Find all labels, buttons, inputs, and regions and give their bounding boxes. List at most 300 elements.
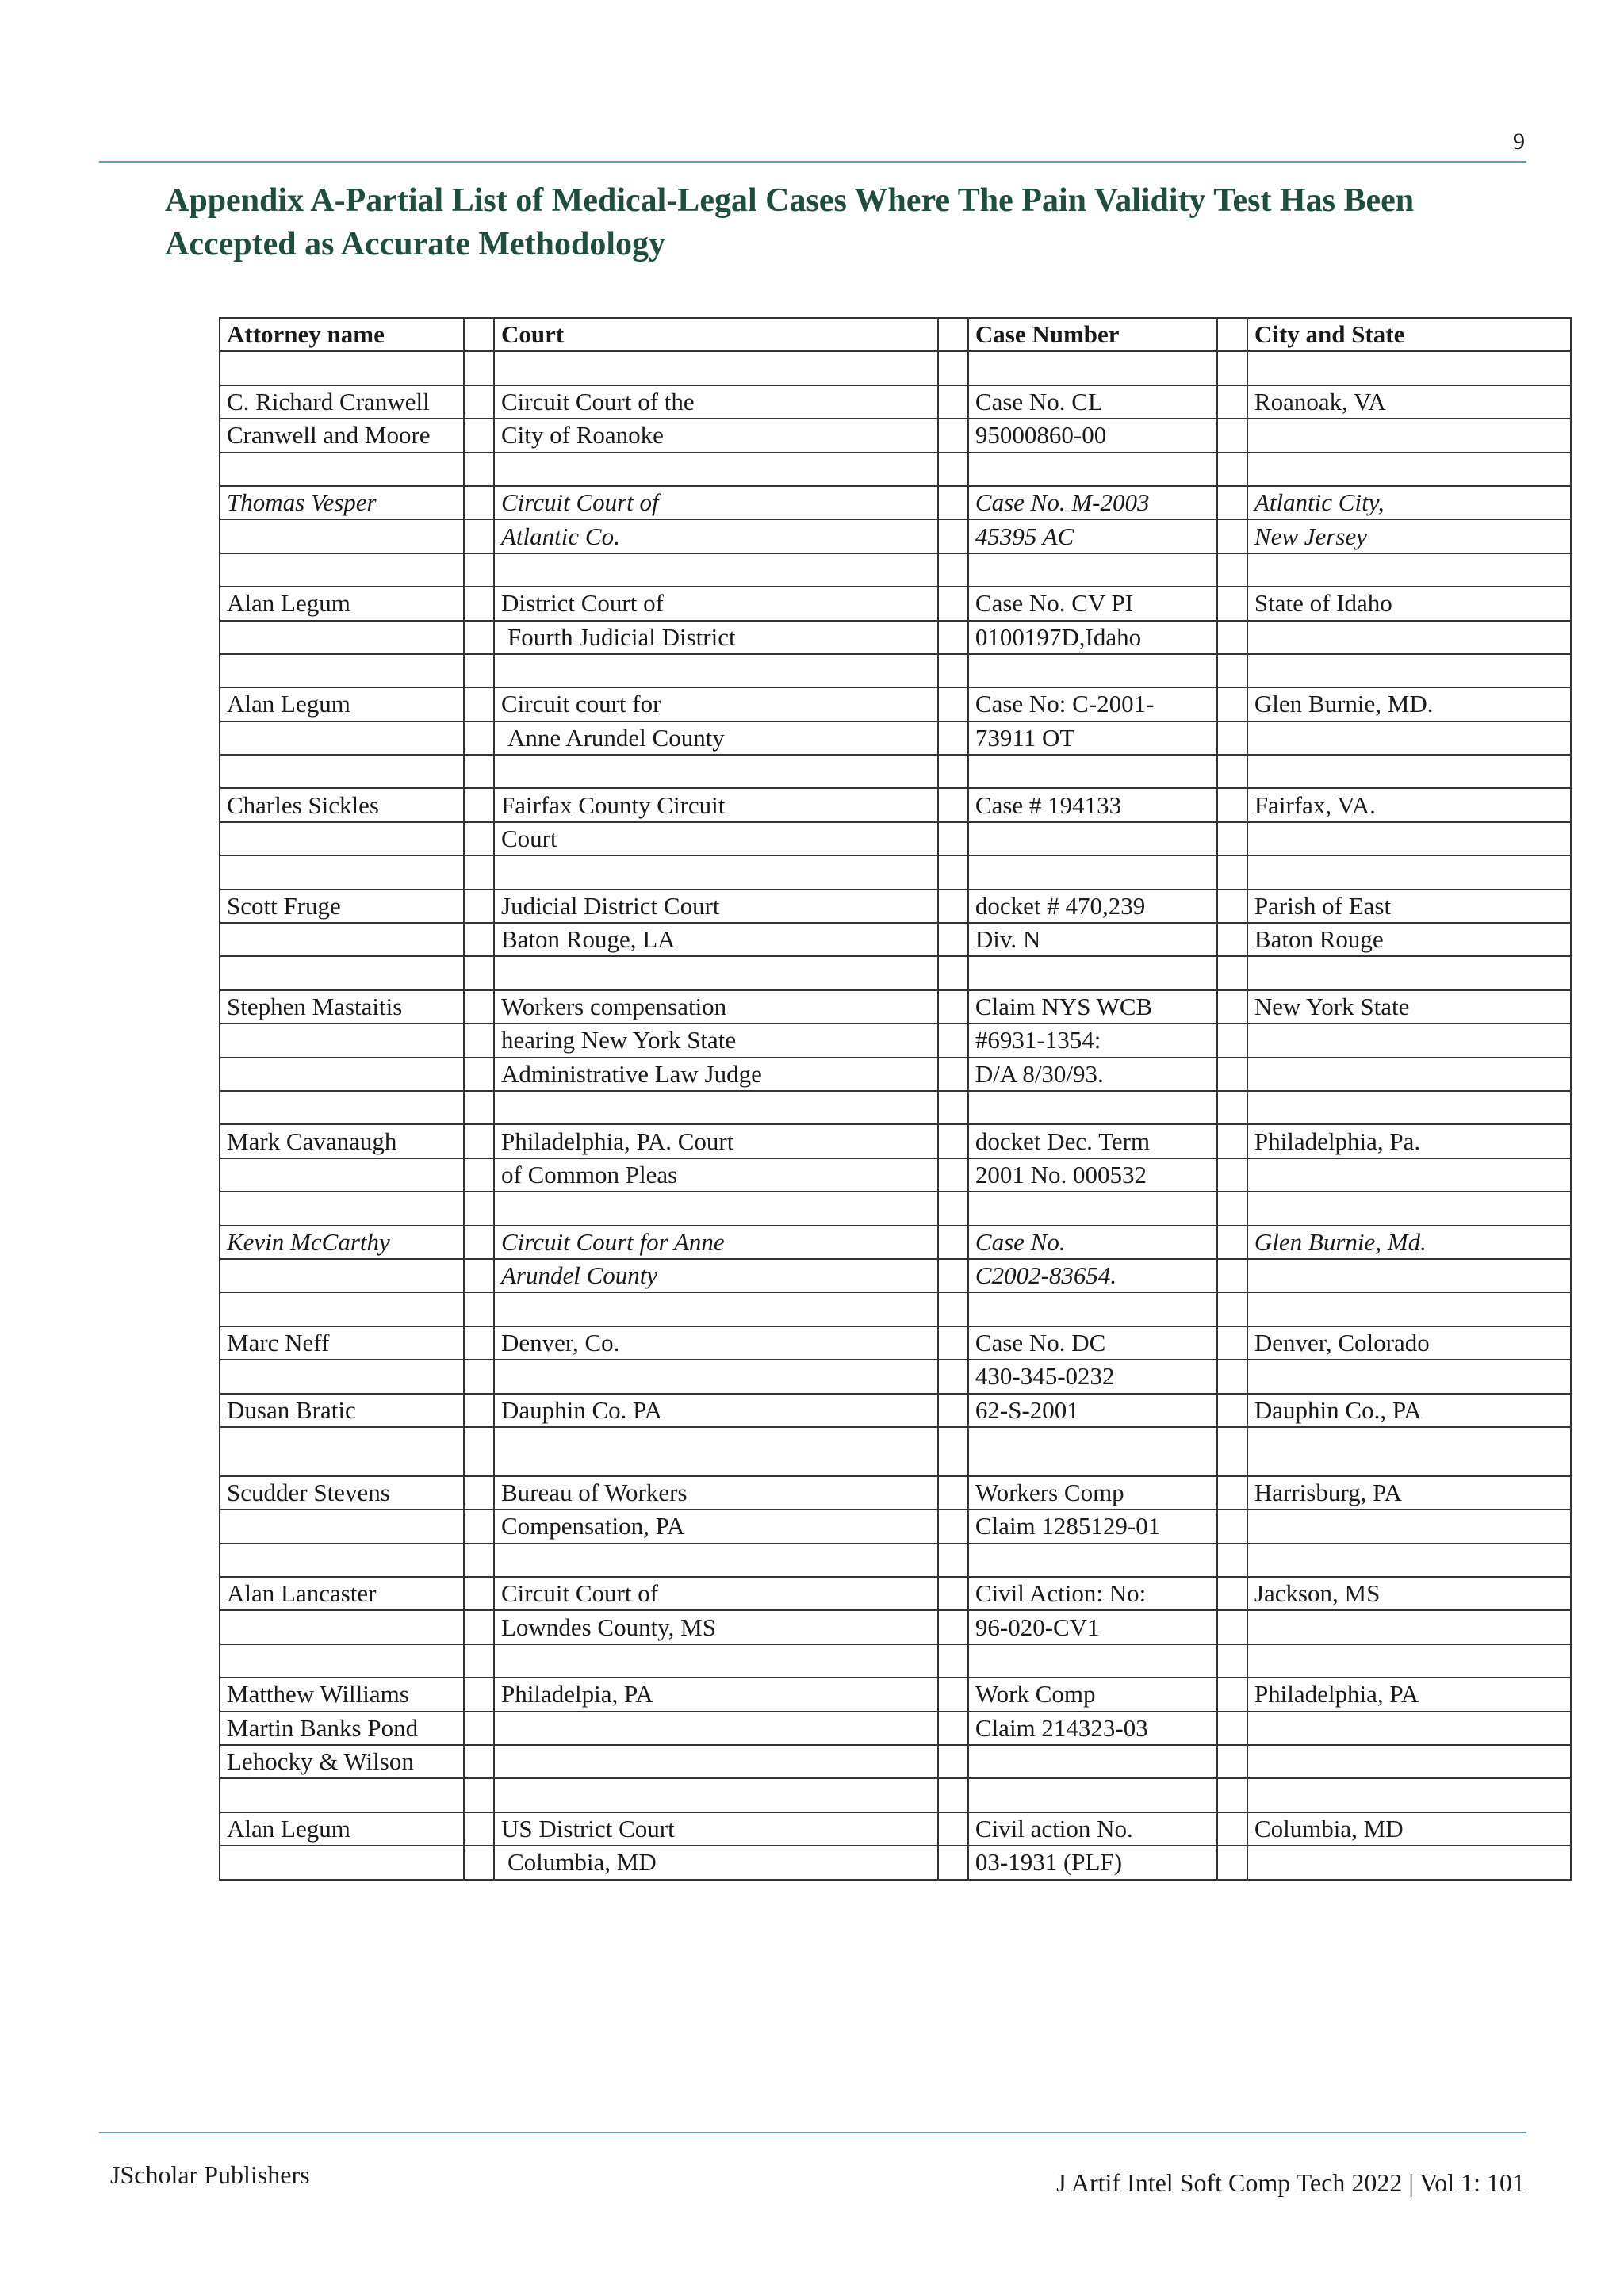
grid-spacer: [1433, 1610, 1571, 1644]
cell-case-number: Claim 214323-03: [975, 1713, 1148, 1742]
grid-spacer: [762, 822, 938, 855]
cell-city-state: [1247, 1091, 1434, 1124]
grid-spacer: [762, 553, 938, 587]
grid-spacer: [1433, 453, 1571, 486]
table-row: [220, 990, 1571, 1024]
cell-attorney: [220, 621, 464, 654]
table-row: [220, 385, 1571, 419]
grid-spacer: [938, 1292, 968, 1326]
cell-city-state: [1247, 1712, 1434, 1745]
cell-case-number: [968, 1427, 1187, 1476]
grid-spacer: [938, 486, 968, 519]
cell-court: hearing New York State: [501, 1026, 737, 1054]
cell-court: [494, 1846, 762, 1879]
grid-spacer: [1433, 318, 1571, 351]
grid-spacer: [464, 990, 494, 1024]
grid-spacer: [762, 419, 938, 452]
grid-spacer: [1187, 1678, 1217, 1711]
cell-attorney: [220, 755, 464, 788]
footer-rule: [99, 2132, 1526, 2133]
grid-spacer: [1187, 351, 1217, 385]
cell-attorney: [220, 1394, 464, 1427]
cell-court: [494, 1326, 762, 1360]
grid-spacer: [762, 351, 938, 385]
grid-spacer: [938, 621, 968, 654]
cell-case-number: [968, 621, 1187, 654]
grid-spacer: [938, 351, 968, 385]
grid-spacer: [762, 1812, 938, 1846]
table-row: [220, 1745, 1571, 1778]
grid-spacer: [464, 956, 494, 989]
cell-court: [494, 1476, 762, 1510]
grid-spacer: [938, 385, 968, 419]
cell-case-number: 2001 No. 000532: [975, 1160, 1147, 1188]
table-row: [220, 1778, 1571, 1812]
cell-city-state: [1247, 1544, 1434, 1577]
cell-city-state: [1247, 621, 1434, 654]
table-row: [220, 1812, 1571, 1846]
grid-spacer: [1433, 855, 1571, 889]
cell-court: [494, 1577, 762, 1610]
grid-spacer: [938, 923, 968, 956]
cell-city-state: Jackson, MS: [1254, 1579, 1381, 1608]
grid-spacer: [1187, 1326, 1217, 1360]
table-row: [220, 1091, 1571, 1124]
table-row: [220, 1394, 1571, 1427]
table-row: [220, 621, 1571, 654]
grid-spacer: [1217, 990, 1247, 1024]
cell-case-number: #6931-1354:: [975, 1026, 1101, 1054]
grid-spacer: [1433, 1577, 1571, 1610]
cell-attorney-name: Charles Sickles: [227, 790, 379, 819]
table-row: [220, 890, 1571, 923]
cell-case-number: [968, 1577, 1187, 1610]
grid-spacer: [1217, 351, 1247, 385]
cell-court: [494, 1158, 762, 1192]
cell-attorney: [220, 587, 464, 620]
cell-case-number: [968, 587, 1187, 620]
grid-spacer: [1187, 956, 1217, 989]
cell-city-state: Parish of East: [1254, 891, 1392, 920]
cell-case-number: [968, 318, 1187, 351]
cell-attorney: [220, 1427, 464, 1476]
grid-spacer: [938, 1476, 968, 1510]
grid-spacer: [464, 419, 494, 452]
grid-spacer: [1217, 822, 1247, 855]
cell-attorney: [220, 1678, 464, 1711]
grid-spacer: [464, 822, 494, 855]
grid-spacer: [464, 1510, 494, 1543]
cell-case-number: 73911 OT: [975, 723, 1075, 752]
cell-court: [494, 1024, 762, 1057]
cell-case-number: [968, 788, 1187, 821]
cell-case-number: Civil action No.: [975, 1814, 1133, 1843]
grid-spacer: [1217, 1544, 1247, 1577]
table-row: [220, 519, 1571, 553]
cell-attorney: [220, 486, 464, 519]
grid-spacer: [464, 1678, 494, 1711]
cell-city-state: Dauphin Co., PA: [1254, 1395, 1422, 1424]
grid-spacer: [464, 1124, 494, 1158]
table-row: [220, 351, 1571, 385]
cell-case-number: [968, 721, 1187, 755]
grid-spacer: [464, 318, 494, 351]
cell-city-state: [1247, 956, 1434, 989]
grid-spacer: [762, 990, 938, 1024]
grid-spacer: [1433, 956, 1571, 989]
grid-spacer: [1217, 587, 1247, 620]
grid-spacer: [464, 1427, 494, 1476]
cell-case-number: [968, 553, 1187, 587]
table-row: [220, 1610, 1571, 1644]
grid-spacer: [464, 1394, 494, 1427]
cell-case-number: [968, 1610, 1187, 1644]
grid-spacer: [464, 519, 494, 553]
grid-spacer: [938, 822, 968, 855]
grid-spacer: [762, 1158, 938, 1192]
cell-case-number: [968, 1846, 1187, 1879]
grid-spacer: [1187, 1577, 1217, 1610]
cell-attorney: [220, 1778, 464, 1812]
cell-case-number: 45395 AC: [975, 522, 1074, 550]
grid-spacer: [464, 587, 494, 620]
grid-spacer: [1187, 1644, 1217, 1678]
cell-court: [494, 1292, 762, 1326]
grid-spacer: [1187, 453, 1217, 486]
table-row: [220, 956, 1571, 989]
cell-case-number: [968, 419, 1187, 452]
table-row: [220, 654, 1571, 687]
table-row: [220, 923, 1571, 956]
cell-city-state: [1247, 1812, 1434, 1846]
cell-city-state: Harrisburg, PA: [1254, 1479, 1402, 1507]
cell-court: Philadelpia, PA: [501, 1680, 653, 1709]
grid-spacer: [1433, 621, 1571, 654]
cell-city-state: [1247, 1510, 1434, 1543]
cell-case-number: Claim NYS WCB: [975, 993, 1153, 1020]
grid-spacer: [464, 486, 494, 519]
cell-city-state: [1247, 990, 1434, 1024]
grid-spacer: [1187, 721, 1217, 755]
grid-spacer: [1433, 1124, 1571, 1158]
grid-spacer: [464, 687, 494, 721]
cell-attorney: [220, 1226, 464, 1259]
grid-spacer: [1433, 721, 1571, 755]
cell-case-number: 62-S-2001: [975, 1395, 1079, 1424]
grid-spacer: [762, 1394, 938, 1427]
table-row: [220, 553, 1571, 587]
grid-spacer: [464, 1226, 494, 1259]
grid-spacer: [464, 1644, 494, 1678]
cell-case-number: [968, 654, 1187, 687]
cell-attorney-name: Thomas Vesper: [227, 488, 377, 517]
grid-spacer: [1217, 1292, 1247, 1326]
cell-attorney: [220, 453, 464, 486]
grid-spacer: [1187, 1510, 1217, 1543]
grid-spacer: [762, 755, 938, 788]
grid-spacer: [1217, 1326, 1247, 1360]
cell-court: Circuit Court of the: [501, 387, 695, 415]
cell-court: [494, 1124, 762, 1158]
grid-spacer: [1187, 1360, 1217, 1393]
table-row: [220, 1158, 1571, 1192]
cell-case-number: [968, 1644, 1187, 1678]
cell-attorney: [220, 923, 464, 956]
grid-spacer: [1433, 1360, 1571, 1393]
cell-court: Circuit Court for Anne: [501, 1227, 725, 1256]
grid-spacer: [762, 1024, 938, 1057]
cell-court: Dauphin Co. PA: [501, 1395, 662, 1424]
table-row: [220, 1292, 1571, 1326]
grid-spacer: [1187, 890, 1217, 923]
grid-spacer: [762, 318, 938, 351]
grid-spacer: [1217, 1427, 1247, 1476]
table-row: [220, 721, 1571, 755]
grid-spacer: [1187, 687, 1217, 721]
grid-spacer: [1433, 755, 1571, 788]
cell-court: [494, 419, 762, 452]
table-row: [220, 1510, 1571, 1543]
grid-spacer: [1433, 788, 1571, 821]
cell-court: [494, 956, 762, 989]
cell-court: [494, 890, 762, 923]
grid-spacer: [1217, 1476, 1247, 1510]
cell-attorney: [220, 1259, 464, 1292]
grid-spacer: [1433, 1476, 1571, 1510]
cell-court: [494, 621, 762, 654]
cell-case-number: [968, 1745, 1187, 1778]
cell-court: Circuit court for: [501, 690, 661, 718]
cell-city-state: Glen Burnie, Md.: [1254, 1227, 1427, 1256]
cell-court: City of Roanoke: [501, 421, 664, 450]
grid-spacer: [1433, 1226, 1571, 1259]
grid-spacer: [464, 1846, 494, 1879]
cell-attorney: [220, 890, 464, 923]
header-rule: [99, 161, 1526, 163]
grid-spacer: [464, 1745, 494, 1778]
cell-court: Circuit Court of: [501, 1579, 659, 1608]
grid-spacer: [762, 1427, 938, 1476]
cell-attorney: [220, 385, 464, 419]
cell-attorney: [220, 1812, 464, 1846]
cell-attorney-name: Scott Fruge: [227, 891, 341, 920]
cell-case-number: [968, 1778, 1187, 1812]
grid-spacer: [938, 1360, 968, 1393]
cell-attorney-name: C. Richard Cranwell: [227, 387, 430, 415]
cell-city-state: [1247, 687, 1434, 721]
grid-spacer: [1187, 654, 1217, 687]
cell-city-state: [1247, 419, 1434, 452]
cell-attorney-name: Cranwell and Moore: [227, 421, 431, 450]
cell-attorney-name: Alan Legum: [227, 1814, 350, 1843]
grid-spacer: [1217, 1394, 1247, 1427]
grid-spacer: [464, 1476, 494, 1510]
grid-spacer: [1433, 1745, 1571, 1778]
grid-spacer: [464, 385, 494, 419]
grid-spacer: [464, 1091, 494, 1124]
grid-spacer: [938, 1024, 968, 1057]
grid-spacer: [1187, 621, 1217, 654]
grid-spacer: [938, 1712, 968, 1745]
cell-case-number: [968, 890, 1187, 923]
grid-spacer: [938, 1610, 968, 1644]
grid-spacer: [762, 1259, 938, 1292]
grid-spacer: [1433, 923, 1571, 956]
cell-city-state: [1247, 1058, 1434, 1091]
cell-attorney: [220, 1577, 464, 1610]
grid-spacer: [938, 419, 968, 452]
cell-case-number: [968, 990, 1187, 1024]
grid-spacer: [464, 755, 494, 788]
cell-city-state: [1247, 1745, 1434, 1778]
cell-city-state: [1247, 519, 1434, 553]
table-row: [220, 453, 1571, 486]
grid-spacer: [762, 956, 938, 989]
grid-spacer: [938, 855, 968, 889]
cell-case-number: docket # 470,239: [975, 891, 1146, 920]
cell-attorney: [220, 1326, 464, 1360]
grid-spacer: [1187, 1292, 1217, 1326]
cell-court: Court: [501, 825, 557, 853]
cell-attorney: [220, 990, 464, 1024]
cell-case-number: [968, 1544, 1187, 1577]
cell-case-number: 0100197D,Idaho: [975, 622, 1142, 651]
cell-court: [494, 687, 762, 721]
grid-spacer: [1433, 1812, 1571, 1846]
cell-city-state: [1247, 318, 1434, 351]
cell-attorney: [220, 1846, 464, 1879]
grid-spacer: [938, 721, 968, 755]
cell-court: [494, 1091, 762, 1124]
cell-attorney: [220, 855, 464, 889]
cell-case-number: [968, 1326, 1187, 1360]
grid-spacer: [1217, 1226, 1247, 1259]
table-row: [220, 1024, 1571, 1057]
cell-case-number: [968, 1226, 1187, 1259]
cell-attorney: [220, 1745, 464, 1778]
grid-spacer: [464, 1712, 494, 1745]
grid-spacer: [464, 1326, 494, 1360]
grid-spacer: [1433, 654, 1571, 687]
cell-court: [494, 654, 762, 687]
grid-spacer: [938, 990, 968, 1024]
grid-spacer: [938, 1226, 968, 1259]
table-row: [220, 1846, 1571, 1879]
cell-city-state: [1247, 1259, 1434, 1292]
cell-court: Court: [501, 320, 565, 349]
cell-city-state: Columbia, MD: [1254, 1814, 1404, 1843]
grid-spacer: [762, 1058, 938, 1091]
cell-case-number: Claim 1285129-01: [975, 1512, 1161, 1540]
grid-spacer: [1217, 519, 1247, 553]
cell-city-state: New York State: [1254, 993, 1410, 1020]
cell-court: Fourth Judicial District: [508, 622, 736, 651]
grid-spacer: [1187, 519, 1217, 553]
grid-spacer: [938, 1510, 968, 1543]
cell-attorney: [220, 1644, 464, 1678]
grid-spacer: [938, 1846, 968, 1879]
grid-spacer: [1217, 1360, 1247, 1393]
page-number: 9: [1513, 128, 1525, 155]
cell-court: [494, 1644, 762, 1678]
cell-case-number: [968, 1058, 1187, 1091]
cell-court: [494, 1544, 762, 1577]
footer-publisher: JScholar Publishers: [110, 2160, 310, 2189]
grid-spacer: [762, 1678, 938, 1711]
grid-spacer: [464, 1058, 494, 1091]
grid-spacer: [938, 1158, 968, 1192]
grid-spacer: [1187, 1610, 1217, 1644]
grid-spacer: [762, 1510, 938, 1543]
grid-spacer: [1433, 1091, 1571, 1124]
table-row: [220, 1226, 1571, 1259]
grid-spacer: [938, 890, 968, 923]
grid-spacer: [762, 687, 938, 721]
cell-attorney: [220, 1360, 464, 1393]
grid-spacer: [1433, 1158, 1571, 1192]
grid-spacer: [762, 855, 938, 889]
grid-spacer: [938, 1644, 968, 1678]
grid-spacer: [1217, 1124, 1247, 1158]
grid-spacer: [1187, 1124, 1217, 1158]
cell-attorney: [220, 822, 464, 855]
grid-spacer: [762, 1712, 938, 1745]
grid-spacer: [1433, 486, 1571, 519]
grid-spacer: [464, 453, 494, 486]
grid-spacer: [1187, 1712, 1217, 1745]
grid-spacer: [762, 1091, 938, 1124]
grid-spacer: [1217, 788, 1247, 821]
cell-case-number: [968, 1124, 1187, 1158]
cell-court: [494, 721, 762, 755]
cell-case-number: Case No: C-2001-: [975, 690, 1155, 718]
cell-court: [494, 385, 762, 419]
table-row: [220, 1058, 1571, 1091]
grid-spacer: [1187, 553, 1217, 587]
cell-city-state: [1247, 351, 1434, 385]
cell-court: [494, 1427, 762, 1476]
grid-spacer: [1187, 1476, 1217, 1510]
cell-court: Anne Arundel County: [508, 723, 725, 752]
grid-spacer: [1433, 1712, 1571, 1745]
grid-spacer: [464, 1812, 494, 1846]
grid-spacer: [1217, 419, 1247, 452]
cell-court: Judicial District Court: [501, 891, 720, 920]
cell-attorney: [220, 1544, 464, 1577]
grid-spacer: [1217, 687, 1247, 721]
grid-spacer: [1217, 1158, 1247, 1192]
cell-city-state: [1247, 1846, 1434, 1879]
cell-court: [494, 1712, 762, 1745]
cell-attorney: [220, 553, 464, 587]
cell-case-number: 95000860-00: [975, 421, 1107, 450]
grid-spacer: [938, 1778, 968, 1812]
grid-spacer: [762, 1226, 938, 1259]
cell-attorney: [220, 318, 464, 351]
cell-court: Columbia, MD: [508, 1848, 657, 1877]
cell-case-number: [968, 1091, 1187, 1124]
cell-city-state: [1247, 654, 1434, 687]
cell-city-state: [1247, 486, 1434, 519]
cell-attorney: [220, 687, 464, 721]
grid-spacer: [938, 956, 968, 989]
cell-court: [494, 553, 762, 587]
cell-court: [494, 822, 762, 855]
grid-spacer: [1433, 1846, 1571, 1879]
cell-case-number: [968, 1259, 1187, 1292]
grid-spacer: [938, 1058, 968, 1091]
grid-spacer: [762, 587, 938, 620]
